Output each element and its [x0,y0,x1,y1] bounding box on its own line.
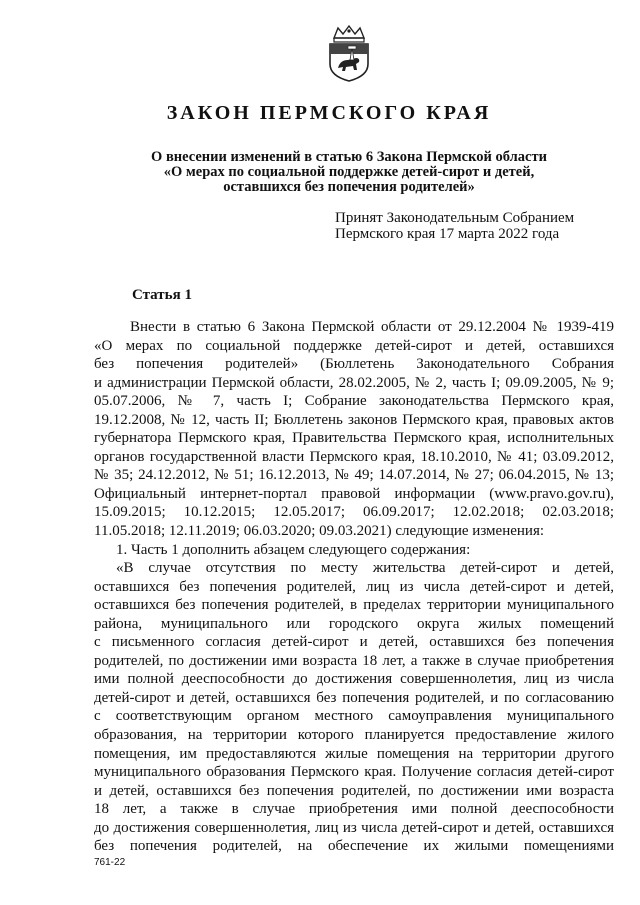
body-line: 05.07.2006, № 7, часть I; Собрание законодательства Пермского края, [94,393,614,410]
adoption-note [335,211,574,242]
body-line: «В случае отсутствия по месту жительства детей-сирот и детей, [116,560,614,577]
body-line: органов государственной власти Пермского края, 18.10.2010, № 41; 03.09.2012, [94,448,614,465]
body-line: губернатора Пермского края, Правительства Пермского края, исполнительных [94,430,614,447]
body-line: образования, на территории которого планируется предоставление жилого [94,727,614,744]
body-line: и администрации Пермской области, 28.02.2005, № 2, часть I; 09.09.2005, № 9; [94,374,614,391]
body-line: 18 лет, а также в случае приобретения ими полной дееспособности [94,801,614,818]
body-line: детей-сирот и детей, оставшихся без попечения родителей, и по согласованию [94,689,614,706]
body-line: Внести в статью 6 Закона Пермской области от 29.12.2004 № 1939-419 [130,319,614,335]
body-line: родителей, по достижении ими возраста 18 лет, а также в случае приобретения [94,652,614,669]
perm-krai-coat-of-arms-icon [326,24,372,82]
body-line: до достижения совершеннолетия, лиц из числа детей-сирот и детей, оставшихся [94,819,614,836]
law-subtitle [110,150,588,195]
body-line: без попечения родителей» (Бюллетень Законодательного Собрания [94,356,614,373]
body-line: «О мерах по социальной поддержке детей-сирот и детей, оставшихся [94,337,614,354]
body-line: 1. Часть 1 дополнить абзацем следующего содержания: [116,541,471,558]
body-line: ими полной дееспособности до достижения совершеннолетия, лиц из числа [94,671,614,688]
body-line: Официальный интернет-портал правовой информации (www.pravo.gov.ru), [94,485,614,502]
article-body [94,318,614,856]
subtitle-line: «О мерах по социальной поддержке детей-сирот и детей, [163,164,535,180]
body-line: с письменного согласия детей-сирот и детей, оставшихся без попечения [94,634,614,651]
document-code: 761-22 [94,857,126,868]
subtitle-line: оставшихся без попечения родителей» [223,179,475,195]
body-line: с соответствующим органом местного самоуправления муниципального [94,708,614,725]
article-heading: Статья 1 [132,287,192,303]
body-line: 15.09.2015; 10.12.2015; 12.05.2017; 06.09.2017; 12.02.2018; 02.03.2018; [94,504,614,521]
body-line: оставшихся без попечения родителей, в пределах территории муниципального [94,597,614,614]
law-title: ЗАКОН ПЕРМСКОГО КРАЯ [166,102,492,124]
body-line: и детей, оставшихся без попечения родителей, по достижении ими возраста [94,782,614,799]
body-line: № 35; 24.12.2012, № 51; 16.12.2013, № 49; 14.07.2014, № 27; 06.04.2015, № 13; [94,467,614,484]
body-line: муниципального образования Пермского края. Получение согласия детей-сирот [94,764,614,781]
body-line: без попечения родителей, на обеспечение их жилыми помещениями [94,838,614,855]
body-line: оставшихся без попечения родителей, лиц из числа детей-сирот и детей, [94,578,614,595]
subtitle-line: О внесении изменений в статью 6 Закона Пермской области [151,149,547,165]
body-line: 19.12.2008, № 12, часть II; Бюллетень законов Пермского края, правовых актов [94,411,614,428]
adoption-line: Пермского края 17 марта 2022 года [335,225,560,242]
body-line: помещения, им предоставляются жилые помещения на территории другого [94,745,614,762]
adoption-line: Принят Законодательным Собранием [335,210,575,226]
body-line: 11.05.2018; 12.11.2019; 06.03.2020; 09.03.2021) следующие изменения: [94,523,545,540]
body-line: района, муниципального или городского округа жилых помещений [94,615,614,632]
